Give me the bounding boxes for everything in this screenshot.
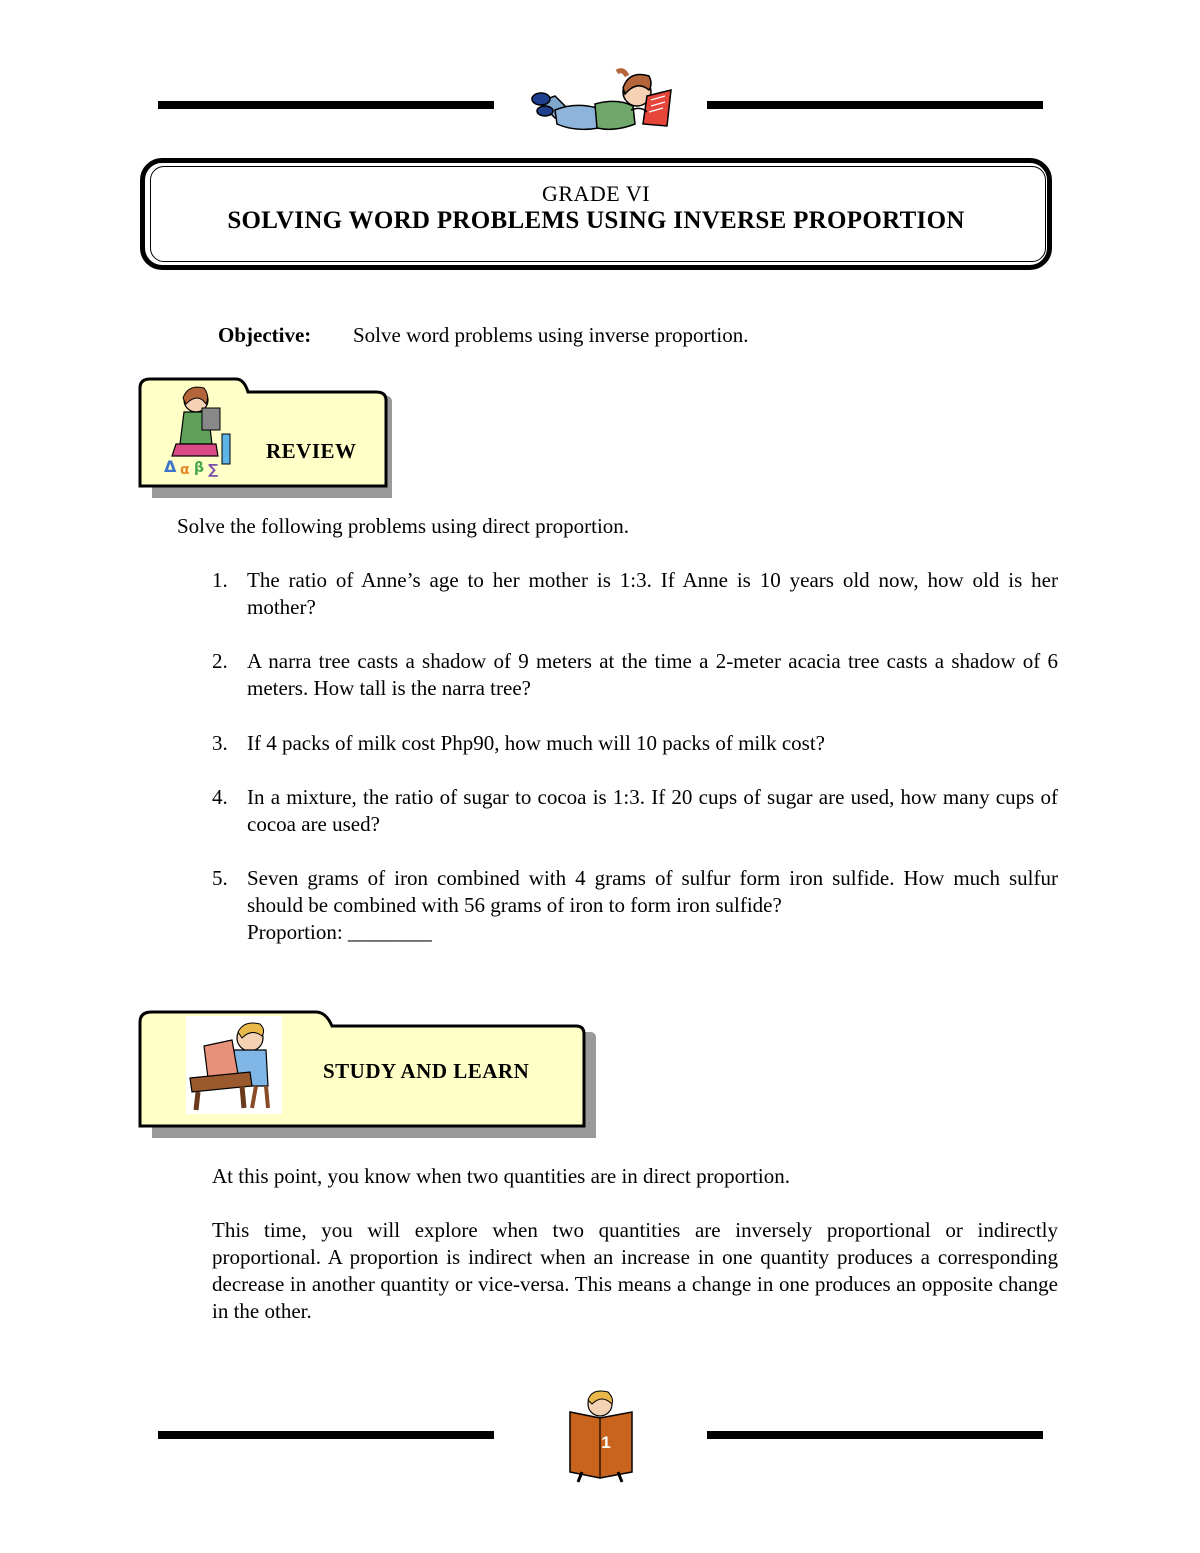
svg-text:∑: ∑ xyxy=(208,462,219,478)
study-tab-label: STUDY AND LEARN xyxy=(323,1059,530,1083)
study-boy-icon xyxy=(186,1016,282,1114)
svg-text:Δ: Δ xyxy=(164,457,177,476)
problem-number: 2. xyxy=(212,649,228,673)
proportion-blank: Proportion: ________ xyxy=(247,920,432,944)
grade-label: GRADE VI xyxy=(541,181,651,206)
review-tab-label: REVIEW xyxy=(266,439,357,463)
review-instruction: Solve the following problems using direct proportion. xyxy=(177,514,630,538)
objective-text: Solve word problems using inverse proportion. xyxy=(353,323,749,347)
problem-text: Seven grams of iron combined with 4 grams of sulfur form iron sulfide. How much sulfur should be combined with 56 grams of iron to form iron sulfide? xyxy=(247,866,1058,917)
study-paragraph-2: This time, you will explore when two quantities are inversely proportional or indirectly proportional. A proportion is indirect when an increase in one quantity produces a corresponding decrease in another quantity or vice-versa. This means a change in one produces an opposite change in the other. xyxy=(212,1218,1058,1323)
problem-text: If 4 packs of milk cost Php90, how much will 10 packs of milk cost? xyxy=(247,731,826,755)
problem-number: 3. xyxy=(212,731,228,755)
problem-number: 5. xyxy=(212,866,228,890)
svg-text:β: β xyxy=(194,460,205,476)
page-number: 1 xyxy=(601,1433,611,1452)
problem-text: In a mixture, the ratio of sugar to cocoa is 1:3. If 20 cups of sugar are used, how many cups of cocoa are used? xyxy=(247,785,1058,836)
top-rule-left xyxy=(158,101,494,109)
bottom-rule-left xyxy=(158,1431,494,1439)
problem-number: 4. xyxy=(212,785,228,809)
reading-girl-illustration xyxy=(525,66,675,142)
svg-text:α: α xyxy=(180,462,190,478)
study-paragraph-1: At this point, you know when two quantities are in direct proportion. xyxy=(212,1164,790,1188)
problem-text: A narra tree casts a shadow of 9 meters at the time a 2-meter acacia tree casts a shadow of 6 meters. How tall is the narra tree? xyxy=(247,649,1058,700)
problem-number: 1. xyxy=(212,568,228,592)
top-rule-right xyxy=(707,101,1043,109)
problem-text: The ratio of Anne’s age to her mother is 1:3. If Anne is 10 years old now, how old is her mother? xyxy=(247,568,1058,619)
review-girl-icon xyxy=(158,382,236,478)
objective-label: Objective: xyxy=(218,323,312,347)
page-title: SOLVING WORD PROBLEMS USING INVERSE PROPORTION xyxy=(227,207,965,234)
bottom-rule-right xyxy=(707,1431,1043,1439)
